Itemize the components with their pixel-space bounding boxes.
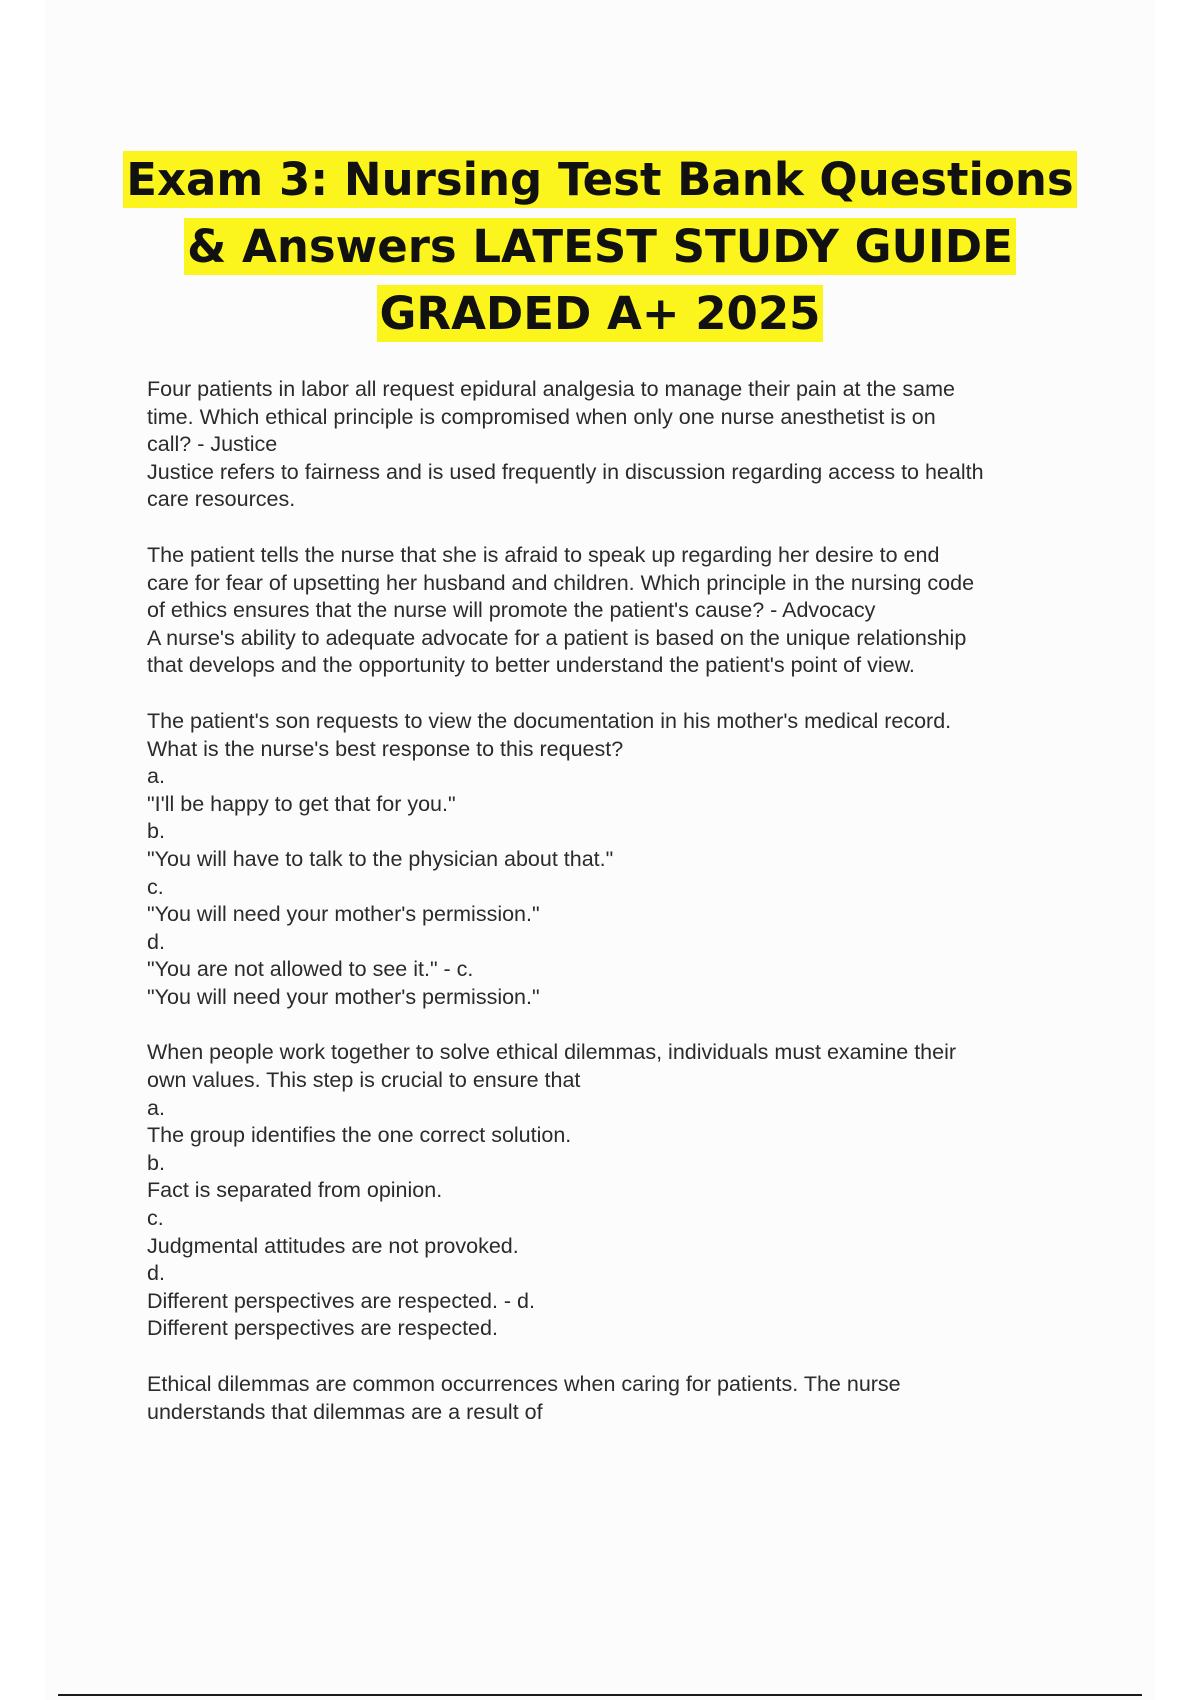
option-text: Judgmental attitudes are not provoked. (147, 1233, 519, 1258)
text-line: care resources. (147, 487, 296, 512)
text-line: What is the nurse's best response to this request? (147, 736, 624, 761)
text-line: Justice refers to fairness and is used frequently in discussion regarding access to health (147, 459, 984, 484)
text-line: A nurse's ability to adequate advocate for a patient is based on the unique relationship (147, 625, 967, 650)
text-line: that develops and the opportunity to better understand the patient's point of view. (147, 653, 915, 678)
option-letter: b. (147, 1150, 165, 1175)
title-highlight: GRADED A+ 2025 (377, 285, 824, 342)
questions-list (147, 376, 1107, 1454)
option-letter: b. (147, 819, 165, 844)
title-line (0, 146, 1200, 213)
text-line: Ethical dilemmas are common occurrences when caring for patients. The nurse (147, 1372, 901, 1396)
option-text: "You will need your mother's permission." (147, 902, 540, 927)
answer-text: "You will need your mother's permission." (147, 984, 540, 1009)
option-text: The group identifies the one correct solution. (147, 1123, 572, 1148)
question-block (147, 708, 1107, 1012)
option-text: Fact is separated from opinion. (147, 1178, 443, 1203)
text-line: call? - Justice (147, 432, 278, 457)
option-letter: d. (147, 1261, 165, 1286)
option-letter: a. (147, 764, 165, 789)
text-line: time. Which ethical principle is compromised when only one nurse anesthetist is on (147, 404, 936, 429)
document-title (0, 146, 1200, 347)
text-line: The patient tells the nurse that she is afraid to speak up regarding her desire to end (147, 542, 940, 567)
text-line: own values. This step is crucial to ensure that (147, 1068, 581, 1093)
option-letter: c. (147, 1206, 164, 1231)
title-line (0, 280, 1200, 347)
option-text: Different perspectives are respected. - d. (147, 1288, 535, 1313)
question-block (147, 1039, 1107, 1343)
text-line: care for fear of upsetting her husband and children. Which principle in the nursing code (147, 570, 975, 595)
question-block (147, 376, 1107, 514)
title-line (0, 213, 1200, 280)
text-line: Four patients in labor all request epidural analgesia to manage their pain at the same (147, 377, 955, 401)
footer-divider (58, 1694, 1142, 1696)
text-line: When people work together to solve ethical dilemmas, individuals must examine their (147, 1040, 957, 1065)
title-highlight: Exam 3: Nursing Test Bank Questions (123, 151, 1076, 208)
text-line: of ethics ensures that the nurse will promote the patient's cause? - Advocacy (147, 598, 876, 623)
text-line: The patient's son requests to view the documentation in his mother's medical record. (147, 708, 952, 733)
answer-text: Different perspectives are respected. (147, 1316, 498, 1341)
option-letter: c. (147, 874, 164, 899)
question-block (147, 1371, 1107, 1426)
option-letter: a. (147, 1095, 165, 1120)
option-text: "You are not allowed to see it." - c. (147, 957, 474, 982)
question-block (147, 542, 1107, 680)
title-highlight: & Answers LATEST STUDY GUIDE (184, 218, 1016, 275)
option-text: "I'll be happy to get that for you." (147, 791, 456, 816)
text-line: understands that dilemmas are a result of (147, 1399, 543, 1424)
option-text: "You will have to talk to the physician about that." (147, 846, 614, 871)
option-letter: d. (147, 929, 165, 954)
